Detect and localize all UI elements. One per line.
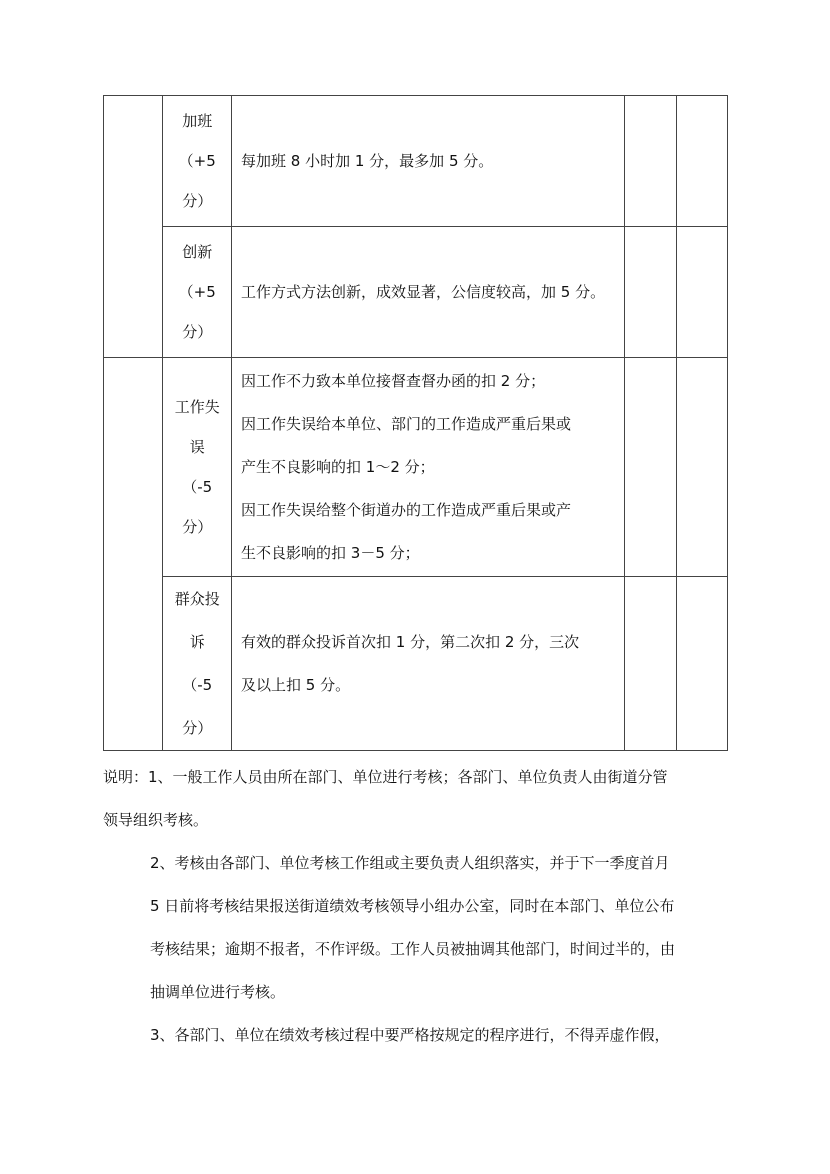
- note-line: 抽调单位进行考核。: [150, 983, 286, 1001]
- label-line: （-5: [182, 478, 213, 496]
- label-line: 诉: [189, 632, 205, 651]
- desc-line: 每加班 8 小时加 1 分，最多加 5 分。: [241, 152, 494, 170]
- label-line: 工作失: [174, 398, 220, 416]
- desc-line: 因工作不力致本单位接督查督办函的扣 2 分；: [241, 371, 546, 390]
- score-cell: [625, 227, 676, 358]
- item-label-cell: [163, 96, 232, 227]
- desc-line: 及以上扣 5 分。: [241, 675, 351, 694]
- label-line: 误: [189, 438, 205, 456]
- table-row: [104, 577, 728, 751]
- remark-cell: [676, 96, 727, 227]
- desc-line: 有效的群众投诉首次扣 1 分，第二次扣 2 分，三次: [241, 632, 580, 651]
- remark-cell: [676, 227, 727, 358]
- note-line: 5 日前将考核结果报送街道绩效考核领导小组办公室，同时在本部门、单位公布: [150, 897, 675, 915]
- desc-line: 因工作失误给整个街道办的工作造成严重后果或产: [241, 500, 572, 519]
- remark-cell: [676, 358, 727, 577]
- desc-line: 生不良影响的扣 3－5 分；: [241, 543, 420, 562]
- label-line: 群众投: [174, 589, 220, 608]
- label-line: 分）: [182, 192, 213, 210]
- score-cell: [625, 96, 676, 227]
- label-line: （-5: [182, 675, 213, 694]
- item-description-cell: [232, 577, 625, 751]
- note-line: 3、各部门、单位在绩效考核过程中要严格按规定的程序进行，不得弄虚作假，: [150, 1026, 670, 1044]
- note-line: 领导组织考核。: [103, 811, 209, 829]
- notes-section: [103, 756, 728, 1057]
- label-line: 创新: [182, 243, 213, 261]
- label-line: （+5: [178, 283, 216, 301]
- label-line: 分）: [182, 323, 213, 341]
- score-cell: [625, 358, 676, 577]
- label-line: （+5: [178, 152, 216, 170]
- scoring-table: [103, 95, 728, 751]
- note-line: 2、考核由各部门、单位考核工作组或主要负责人组织落实，并于下一季度首月: [150, 854, 670, 872]
- remark-cell: [676, 577, 727, 751]
- note-line: 考核结果；逾期不报者，不作评级。工作人员被抽调其他部门，时间过半的，由: [150, 940, 676, 958]
- category-cell: [104, 96, 163, 358]
- label-line: 加班: [182, 112, 213, 130]
- desc-line: 工作方式方法创新，成效显著，公信度较高，加 5 分。: [241, 283, 606, 301]
- label-line: 分）: [182, 718, 213, 737]
- item-label-cell: [163, 577, 232, 751]
- desc-line: 产生不良影响的扣 1～2 分；: [241, 457, 435, 476]
- score-cell: [625, 577, 676, 751]
- item-description-cell: [232, 227, 625, 358]
- item-description-cell: [232, 358, 625, 577]
- item-description-cell: [232, 96, 625, 227]
- item-label-cell: [163, 227, 232, 358]
- table-row: [104, 227, 728, 358]
- label-line: 分）: [182, 518, 213, 536]
- desc-line: 因工作失误给本单位、部门的工作造成严重后果或: [241, 414, 572, 433]
- table-row: [104, 96, 728, 227]
- item-label-cell: [163, 358, 232, 577]
- note-line: 说明：1、一般工作人员由所在部门、单位进行考核；各部门、单位负责人由街道分管: [103, 768, 668, 786]
- table-row: [104, 358, 728, 577]
- category-cell: [104, 358, 163, 751]
